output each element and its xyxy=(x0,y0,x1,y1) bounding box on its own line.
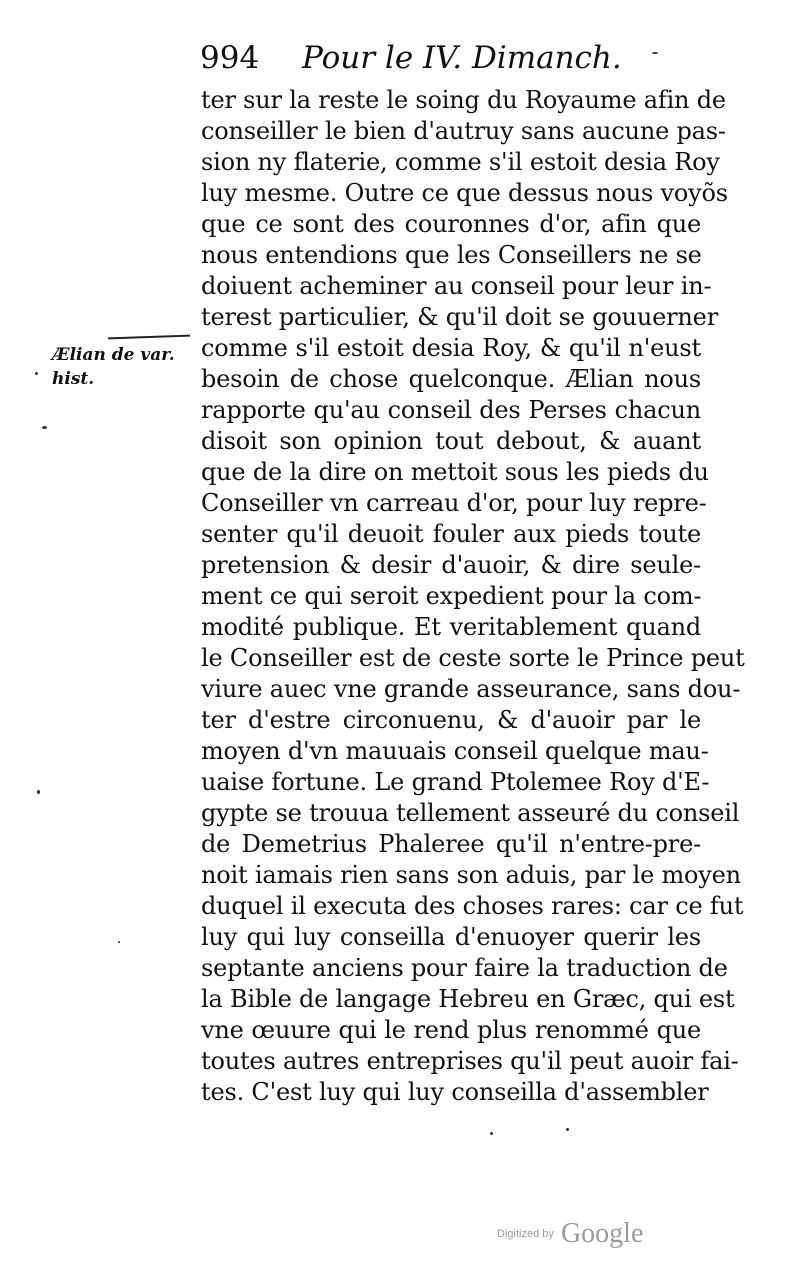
text-line: que de la dire on mettoit sous les pieds du xyxy=(201,458,709,486)
text-line: moyen d'vn mauuais conseil quelque mau- xyxy=(201,737,709,765)
page-number: 994 xyxy=(200,40,260,76)
text-line: terest particulier, & qu'il doit se gouuerner xyxy=(201,303,718,331)
text-line: tes. C'est luy qui luy conseilla d'assembler xyxy=(201,1078,709,1106)
digitization-watermark xyxy=(497,1218,643,1250)
text-line: sion ny flaterie, comme s'il estoit desia Roy xyxy=(201,148,720,176)
scan-speck xyxy=(566,1128,569,1131)
margin-note-line: hist. xyxy=(52,369,95,389)
text-line: de Demetrius Phaleree qu'il n'entre-pre- xyxy=(201,830,701,858)
scan-speck xyxy=(35,372,38,375)
body-text xyxy=(201,85,745,1108)
margin-rule xyxy=(108,335,190,340)
text-line: modité publique. Et veritablement quand xyxy=(201,613,701,641)
text-line: septante anciens pour faire la traduction de xyxy=(201,954,728,982)
text-line: luy mesme. Outre ce que dessus nous voyõs xyxy=(201,179,728,207)
watermark-prefix: Digitized by xyxy=(497,1228,554,1240)
scan-speck xyxy=(37,790,40,794)
text-line: noit iamais rien sans son aduis, par le moyen xyxy=(201,861,741,889)
text-line: besoin de chose quelconque. Ælian nous xyxy=(201,365,701,393)
scan-speck xyxy=(118,941,120,943)
text-line: ment ce qui seroit expedient pour la com- xyxy=(201,582,702,610)
text-line: luy qui luy conseilla d'enuoyer querir les xyxy=(201,923,701,951)
scan-speck xyxy=(42,426,47,429)
text-line: gypte se trouua tellement asseuré du conseil xyxy=(201,799,740,827)
watermark-brand: Google xyxy=(560,1218,644,1249)
text-line: comme s'il estoit desia Roy, & qu'il n'eust xyxy=(201,334,701,362)
text-line: toutes autres entreprises qu'il peut auoir fai- xyxy=(201,1047,739,1075)
text-line: ter d'estre circonuenu, & d'auoir par le xyxy=(201,706,701,734)
text-line: rapporte qu'au conseil des Perses chacun xyxy=(201,396,701,424)
text-line: disoit son opinion tout debout, & auant xyxy=(201,427,701,455)
text-line: que ce sont des couronnes d'or, afin que xyxy=(201,210,701,238)
text-line: pretension & desir d'auoir, & dire seule- xyxy=(201,551,701,579)
text-line: vne œuure qui le rend plus renommé que xyxy=(201,1016,701,1044)
text-line: conseiller le bien d'autruy sans aucune pas- xyxy=(201,117,726,145)
text-line: nous entendions que les Conseillers ne se xyxy=(201,241,702,269)
text-line: viure auec vne grande asseurance, sans dou- xyxy=(201,675,741,703)
scan-speck xyxy=(490,1132,493,1135)
text-line: doiuent acheminer au conseil pour leur in- xyxy=(201,272,712,300)
page-title: Pour le IV. Dimanch. xyxy=(302,40,622,76)
text-line: ter sur la reste le soing du Royaume afin de xyxy=(201,86,726,114)
running-head xyxy=(200,40,700,80)
text-line: Conseiller vn carreau d'or, pour luy repre- xyxy=(201,489,707,517)
scan-speck xyxy=(652,52,658,54)
margin-note-line: Ælian de var. xyxy=(52,345,175,365)
text-line: uaise fortune. Le grand Ptolemee Roy d'E- xyxy=(201,768,710,796)
text-line: la Bible de langage Hebreu en Græc, qui est xyxy=(201,985,735,1013)
text-line: le Conseiller est de ceste sorte le Prince peut xyxy=(201,644,745,672)
text-line: senter qu'il deuoit fouler aux pieds toute xyxy=(201,520,701,548)
margin-note xyxy=(52,343,202,391)
text-line: duquel il executa des choses rares: car ce fut xyxy=(201,892,744,920)
